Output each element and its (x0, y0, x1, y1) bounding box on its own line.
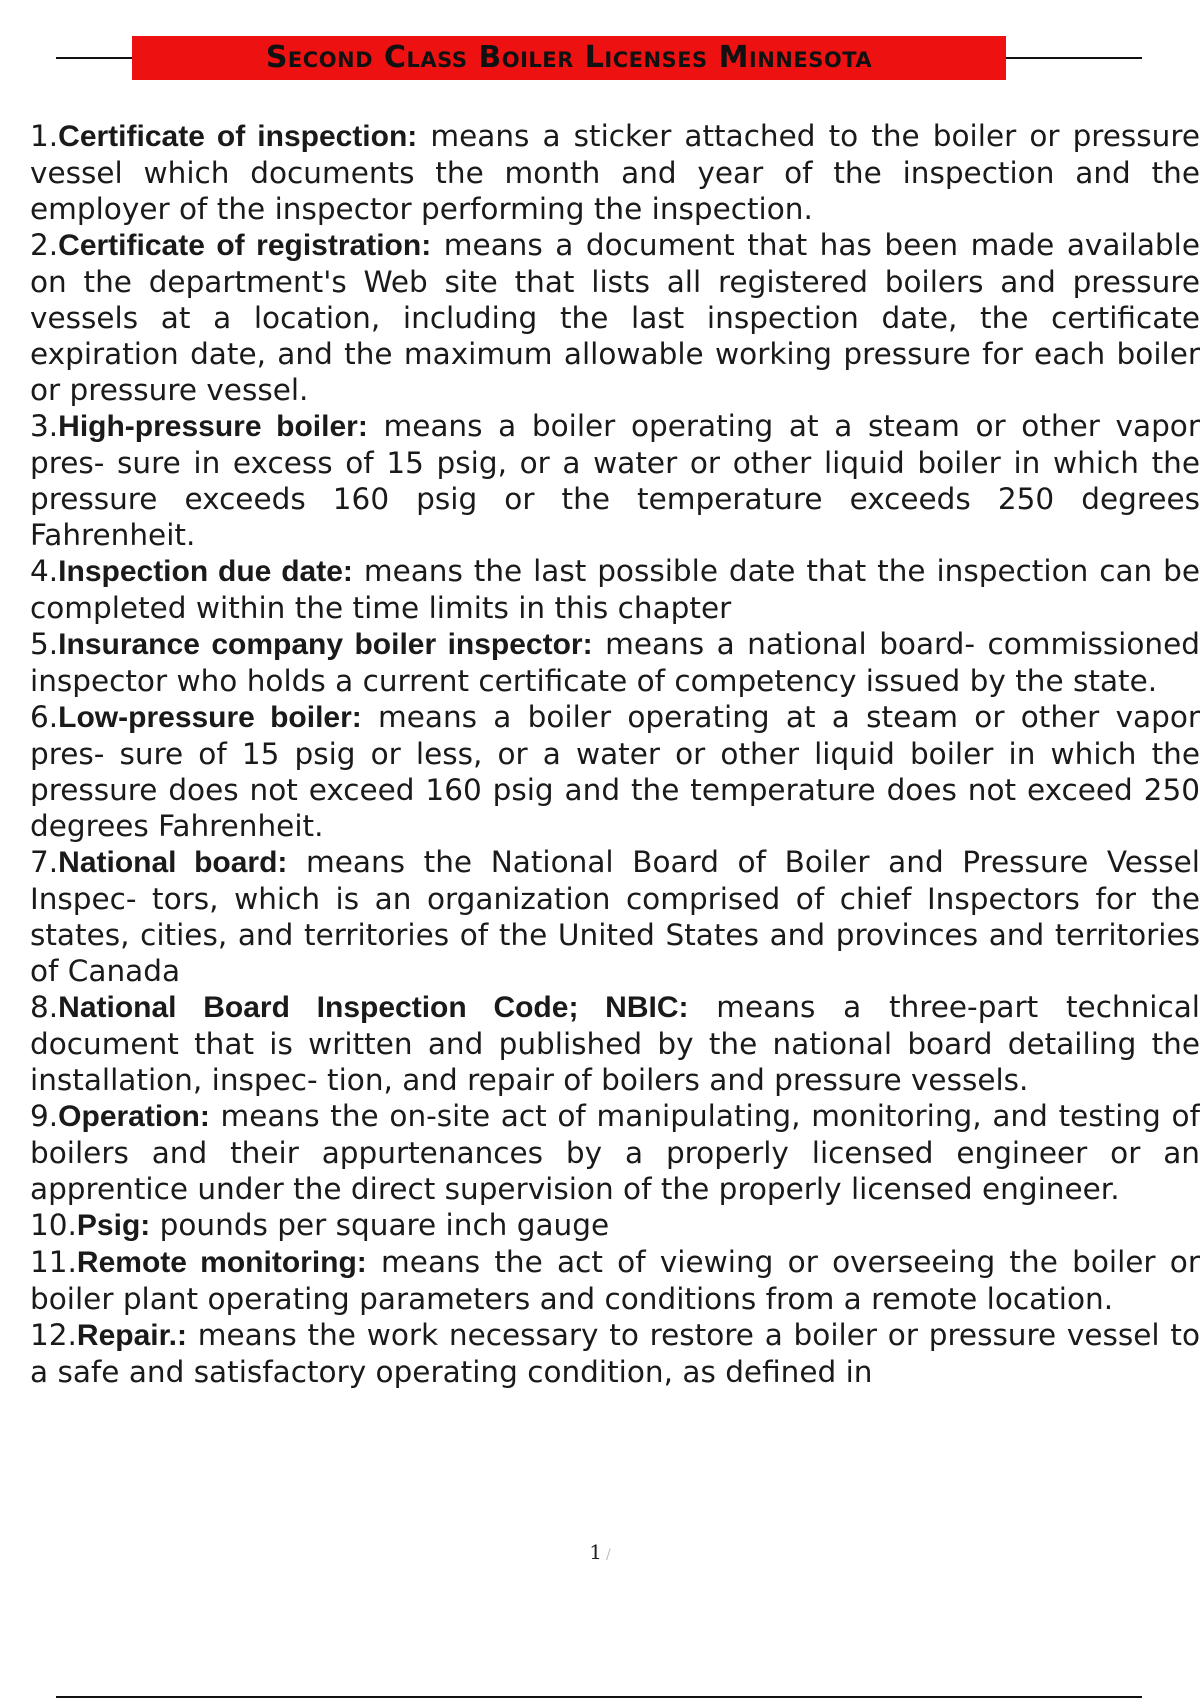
definition-term: National Board Inspection Code; NBIC: (58, 991, 689, 1024)
definition-item (30, 553, 1200, 626)
definition-number: 6. (30, 700, 59, 734)
page-number (0, 1540, 1200, 1564)
definition-number: 8. (30, 990, 59, 1024)
definition-term: Insurance company boiler inspector: (58, 628, 593, 661)
page-title: Second Class Boiler Licenses Minnesota (132, 36, 1006, 80)
definition-number: 5. (30, 627, 59, 661)
definition-text: means the act of viewing or overseeing the boiler or boiler plant operating parameters and conditions from a remote location. (30, 1245, 1200, 1316)
definitions-list (30, 118, 1200, 1513)
definition-item (30, 408, 1200, 553)
definition-item (30, 1317, 1200, 1390)
page-number-value: 1 (589, 1540, 602, 1564)
definition-item (30, 844, 1200, 989)
definition-text: means a national board- commissioned inspector who holds a current certificate of competency issued by the state. (30, 627, 1200, 698)
definition-number: 4. (30, 554, 59, 588)
definition-text: means a boiler operating at a steam or other vapor pres- sure in excess of 15 psig, or a water or other liquid boiler in which the pressure exceeds 160 psig or the temperature exceeds 250 degrees Fahrenheit. (30, 409, 1200, 552)
definition-term: Low-pressure boiler: (58, 701, 362, 734)
definition-text: means a boiler operating at a steam or other vapor pres- sure of 15 psig or less, or a water or other liquid boiler in which the pressure does not exceed 160 psig and the temperature does not exceed 250 degrees Fahrenheit. (30, 700, 1200, 843)
definition-number: 10. (30, 1208, 77, 1242)
definition-number: 2. (30, 228, 59, 262)
definition-number: 12. (30, 1318, 77, 1352)
definition-item (30, 227, 1200, 408)
definition-term: Operation: (58, 1100, 210, 1133)
definition-text: means the National Board of Boiler and Pressure Vessel Inspec- tors, which is an organization comprised of chief Inspectors for the states, cities, and territories of the United States and provinces and territories of Canada (30, 845, 1200, 988)
definition-item (30, 989, 1200, 1098)
definition-item (30, 1207, 1200, 1244)
definition-number: 11. (30, 1245, 77, 1279)
definition-number: 7. (30, 845, 59, 879)
definition-item (30, 1098, 1200, 1207)
definition-text: means a three-part technical document that is written and published by the national board detailing the installation, inspec- tion, and repair of boilers and pressure vessels. (30, 990, 1200, 1097)
definition-term: High-pressure boiler: (58, 410, 368, 443)
definition-item (30, 1244, 1200, 1317)
definition-term: Psig: (76, 1209, 151, 1242)
definition-item (30, 626, 1200, 699)
definition-term: National board: (58, 846, 288, 879)
definition-number: 1. (30, 119, 59, 153)
definition-text: pounds per square inch gauge (150, 1208, 610, 1242)
definition-item (30, 118, 1200, 227)
definition-text: means the on-site act of manipulating, monitoring, and testing of boilers and their appurtenances by a properly licensed engineer or an apprentice under the direct supervision of the properly licensed engineer. (30, 1099, 1200, 1206)
definition-term: Certificate of registration: (58, 229, 432, 262)
definition-term: Inspection due date: (58, 555, 353, 588)
definition-item (30, 699, 1200, 844)
definition-term: Remote monitoring: (76, 1246, 367, 1279)
page-mark: / (606, 1547, 611, 1563)
definition-number: 3. (30, 409, 59, 443)
definition-text: means the last possible date that the inspection can be completed within the time limits in this chapter (30, 554, 1200, 625)
definition-text: means the work necessary to restore a boiler or pressure vessel to a safe and satisfactory operating condition, as defined in (30, 1318, 1200, 1389)
definition-text: means a sticker attached to the boiler or pressure vessel which documents the month and year of the inspection and the employer of the inspector performing the inspection. (30, 119, 1200, 226)
footer-rule (56, 1696, 1142, 1698)
definition-term: Certificate of inspection: (58, 120, 418, 153)
title-bar (56, 32, 1142, 82)
definition-text: means a document that has been made available on the department's Web site that lists all registered boilers and pressure vessels at a location, including the last inspection date, the certificate expiration date, and the maximum allowable working pressure for each boiler or pressure vessel. (30, 228, 1200, 407)
definition-term: Repair.: (76, 1319, 187, 1352)
definition-number: 9. (30, 1099, 59, 1133)
